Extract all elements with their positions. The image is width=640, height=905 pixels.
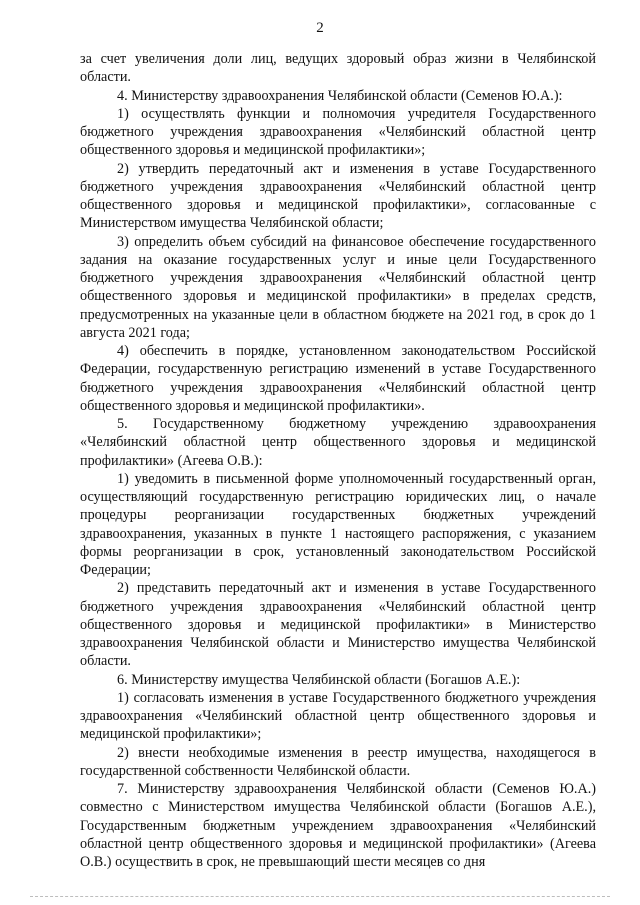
scan-edge-line	[30, 896, 610, 897]
paragraph-item-6-1: 1) согласовать изменения в уставе Государственного бюджетного учреждения здравоохранения «Челябинский областной центр общественного здоровья и медицинской профилактики»;	[80, 689, 596, 743]
paragraph-item-5-2: 2) представить передаточный акт и изменения в уставе Государственного бюджетного учреждения здравоохранения «Челябинский областной центр общественного здоровья и медицинской профилактики» в Министерство здравоохранения Челябинской области и Министерство имущества Челябинской области.	[80, 580, 596, 670]
page-number: 2	[316, 20, 324, 36]
paragraph-item-5-1: 1) уведомить в письменной форме уполномоченный государственный орган, осуществляющий государственную регистрацию юридических лиц, о начале процедуры реорганизации государственных бюджетных учреждений здравоохранения, указанных в пункте 1 настоящего распоряжения, с указанием формы реорганизации в срок, установленный законодательством Российской Федерации;	[80, 470, 596, 578]
paragraph-item-6-2: 2) внести необходимые изменения в реестр имущества, находящегося в государственной собственности Челябинской области.	[80, 744, 596, 779]
paragraph-item-4-1: 1) осуществлять функции и полномочия учредителя Государственного бюджетного учреждения здравоохранения «Челябинский областной центр общественного здоровья и медицинской профилактики»;	[80, 105, 596, 159]
paragraph-item-4-4: 4) обеспечить в порядке, установленном законодательством Российской Федерации, государственную регистрацию изменений в уставе Государственного бюджетного учреждения здравоохранения «Челябинский областной центр общественного здоровья и медицинской профилактики».	[80, 343, 596, 414]
paragraph-item-6: 6. Министерству имущества Челябинской области (Богашов А.Е.):	[117, 671, 521, 688]
paragraph-item-7: 7. Министерству здравоохранения Челябинской области (Семенов Ю.А.) совместно с Министерством имущества Челябинской области (Богашов А.Е.), Государственным бюджетным учреждением здравоохранения «Челябинский областной центр общественного здоровья и медицинской профилактики» (Агеева О.В.) осуществить в срок, не превышающий шести месяцев со дня	[80, 781, 596, 870]
paragraph-item-4-3: 3) определить объем субсидий на финансовое обеспечение государственного задания на оказание государственных услуг и иные цели Государственного бюджетного учреждения здравоохранения «Челябинский областной центр общественного здоровья и медицинской профилактики» в пределах средств, предусмотренных на указанные цели в областном бюджете на 2021 год, в срок до 1 августа 2021 года;	[80, 233, 596, 341]
paragraph-item-5: 5. Государственному бюджетному учреждению здравоохранения «Челябинский областной центр общественного здоровья и медицинской профилактики» (Агеева О.В.):	[80, 416, 596, 469]
paragraph-item-4: 4. Министерству здравоохранения Челябинской области (Семенов Ю.А.):	[117, 87, 563, 104]
paragraph-continuation: за счет увеличения доли лиц, ведущих здоровый образ жизни в Челябинской области.	[80, 51, 596, 86]
document-body	[80, 50, 596, 871]
paragraph-item-4-2: 2) утвердить передаточный акт и изменения в уставе Государственного бюджетного учреждения здравоохранения «Челябинский областной центр общественного здоровья и медицинской профилактики», согласованные с Министерством имущества Челябинской области;	[80, 160, 596, 232]
